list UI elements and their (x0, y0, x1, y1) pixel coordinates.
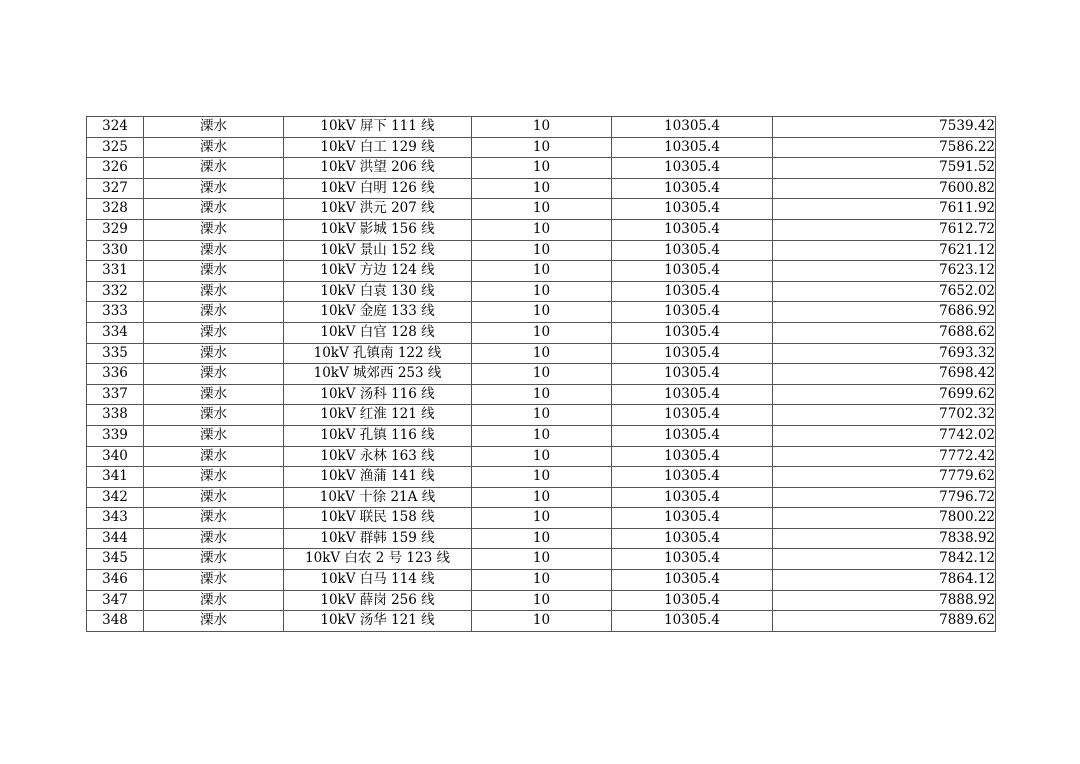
table-row (87, 302, 996, 323)
value-cell: 7600.82 (773, 178, 996, 199)
value-cell: 7621.12 (773, 240, 996, 261)
line-name-cell: 10kV 汤科 116 线 (284, 384, 472, 405)
value-cell: 7800.22 (773, 508, 996, 529)
table-row (87, 137, 996, 158)
region-cell: 溧水 (144, 240, 284, 261)
value-cell: 7699.62 (773, 384, 996, 405)
line-name-cell: 10kV 渔蒲 141 线 (284, 467, 472, 488)
region-cell: 溧水 (144, 178, 284, 199)
row-number-cell: 327 (87, 178, 144, 199)
line-name-cell: 10kV 白袁 130 线 (284, 281, 472, 302)
row-number-cell: 344 (87, 528, 144, 549)
row-number-cell: 343 (87, 508, 144, 529)
voltage-cell: 10 (472, 199, 612, 220)
row-number-cell: 341 (87, 467, 144, 488)
row-number-cell: 328 (87, 199, 144, 220)
row-number-cell: 331 (87, 261, 144, 282)
region-cell: 溧水 (144, 467, 284, 488)
table-row (87, 549, 996, 570)
capacity-cell: 10305.4 (612, 549, 773, 570)
row-number-cell: 334 (87, 322, 144, 343)
table-row (87, 343, 996, 364)
value-cell: 7698.42 (773, 364, 996, 385)
table-row (87, 158, 996, 179)
row-number-cell: 329 (87, 219, 144, 240)
table-row (87, 384, 996, 405)
region-cell: 溧水 (144, 487, 284, 508)
value-cell: 7842.12 (773, 549, 996, 570)
region-cell: 溧水 (144, 425, 284, 446)
value-cell: 7591.52 (773, 158, 996, 179)
region-cell: 溧水 (144, 158, 284, 179)
table-row (87, 467, 996, 488)
voltage-cell: 10 (472, 384, 612, 405)
table-row (87, 322, 996, 343)
value-cell: 7539.42 (773, 117, 996, 138)
row-number-cell: 335 (87, 343, 144, 364)
capacity-cell: 10305.4 (612, 508, 773, 529)
region-cell: 溧水 (144, 570, 284, 591)
row-number-cell: 345 (87, 549, 144, 570)
row-number-cell: 332 (87, 281, 144, 302)
value-cell: 7702.32 (773, 405, 996, 426)
table-row (87, 487, 996, 508)
line-name-cell: 10kV 白马 114 线 (284, 570, 472, 591)
region-cell: 溧水 (144, 322, 284, 343)
value-cell: 7864.12 (773, 570, 996, 591)
voltage-cell: 10 (472, 137, 612, 158)
table-row (87, 117, 996, 138)
region-cell: 溧水 (144, 281, 284, 302)
table-row (87, 240, 996, 261)
capacity-cell: 10305.4 (612, 384, 773, 405)
value-cell: 7779.62 (773, 467, 996, 488)
table-row (87, 590, 996, 611)
value-cell: 7611.92 (773, 199, 996, 220)
voltage-cell: 10 (472, 425, 612, 446)
line-name-cell: 10kV 金庭 133 线 (284, 302, 472, 323)
region-cell: 溧水 (144, 199, 284, 220)
voltage-cell: 10 (472, 570, 612, 591)
line-name-cell: 10kV 白明 126 线 (284, 178, 472, 199)
voltage-cell: 10 (472, 467, 612, 488)
row-number-cell: 337 (87, 384, 144, 405)
line-name-cell: 10kV 屏下 111 线 (284, 117, 472, 138)
line-name-cell: 10kV 洪望 206 线 (284, 158, 472, 179)
value-cell: 7772.42 (773, 446, 996, 467)
line-name-cell: 10kV 永林 163 线 (284, 446, 472, 467)
voltage-cell: 10 (472, 117, 612, 138)
value-cell: 7742.02 (773, 425, 996, 446)
region-cell: 溧水 (144, 446, 284, 467)
value-cell: 7688.62 (773, 322, 996, 343)
value-cell: 7652.02 (773, 281, 996, 302)
row-number-cell: 325 (87, 137, 144, 158)
line-name-cell: 10kV 景山 152 线 (284, 240, 472, 261)
voltage-cell: 10 (472, 611, 612, 632)
line-name-cell: 10kV 薛岗 256 线 (284, 590, 472, 611)
voltage-cell: 10 (472, 178, 612, 199)
capacity-cell: 10305.4 (612, 302, 773, 323)
voltage-cell: 10 (472, 364, 612, 385)
value-cell: 7888.92 (773, 590, 996, 611)
table-row (87, 528, 996, 549)
value-cell: 7889.62 (773, 611, 996, 632)
line-name-cell: 10kV 白官 128 线 (284, 322, 472, 343)
line-name-cell: 10kV 白工 129 线 (284, 137, 472, 158)
capacity-cell: 10305.4 (612, 137, 773, 158)
line-name-cell: 10kV 群韩 159 线 (284, 528, 472, 549)
row-number-cell: 346 (87, 570, 144, 591)
capacity-cell: 10305.4 (612, 405, 773, 426)
row-number-cell: 336 (87, 364, 144, 385)
capacity-cell: 10305.4 (612, 261, 773, 282)
line-name-cell: 10kV 红淮 121 线 (284, 405, 472, 426)
capacity-cell: 10305.4 (612, 219, 773, 240)
table-row (87, 261, 996, 282)
capacity-cell: 10305.4 (612, 343, 773, 364)
voltage-cell: 10 (472, 590, 612, 611)
capacity-cell: 10305.4 (612, 199, 773, 220)
capacity-cell: 10305.4 (612, 570, 773, 591)
region-cell: 溧水 (144, 219, 284, 240)
row-number-cell: 348 (87, 611, 144, 632)
voltage-cell: 10 (472, 302, 612, 323)
capacity-cell: 10305.4 (612, 322, 773, 343)
value-cell: 7693.32 (773, 343, 996, 364)
line-capacity-table (86, 116, 996, 632)
voltage-cell: 10 (472, 405, 612, 426)
line-name-cell: 10kV 方边 124 线 (284, 261, 472, 282)
region-cell: 溧水 (144, 384, 284, 405)
voltage-cell: 10 (472, 281, 612, 302)
capacity-cell: 10305.4 (612, 240, 773, 261)
capacity-cell: 10305.4 (612, 158, 773, 179)
capacity-cell: 10305.4 (612, 467, 773, 488)
region-cell: 溧水 (144, 508, 284, 529)
voltage-cell: 10 (472, 446, 612, 467)
line-name-cell: 10kV 白农 2 号 123 线 (284, 549, 472, 570)
line-name-cell: 10kV 十徐 21A 线 (284, 487, 472, 508)
capacity-cell: 10305.4 (612, 364, 773, 385)
region-cell: 溧水 (144, 302, 284, 323)
capacity-cell: 10305.4 (612, 528, 773, 549)
voltage-cell: 10 (472, 528, 612, 549)
row-number-cell: 338 (87, 405, 144, 426)
row-number-cell: 330 (87, 240, 144, 261)
table-row (87, 446, 996, 467)
table-row (87, 281, 996, 302)
line-name-cell: 10kV 城郊西 253 线 (284, 364, 472, 385)
line-name-cell: 10kV 联民 158 线 (284, 508, 472, 529)
capacity-cell: 10305.4 (612, 611, 773, 632)
value-cell: 7838.92 (773, 528, 996, 549)
line-name-cell: 10kV 孔镇南 122 线 (284, 343, 472, 364)
voltage-cell: 10 (472, 322, 612, 343)
region-cell: 溧水 (144, 590, 284, 611)
region-cell: 溧水 (144, 611, 284, 632)
voltage-cell: 10 (472, 487, 612, 508)
row-number-cell: 342 (87, 487, 144, 508)
table-row (87, 405, 996, 426)
table-row (87, 364, 996, 385)
capacity-cell: 10305.4 (612, 117, 773, 138)
capacity-cell: 10305.4 (612, 590, 773, 611)
capacity-cell: 10305.4 (612, 178, 773, 199)
row-number-cell: 339 (87, 425, 144, 446)
region-cell: 溧水 (144, 364, 284, 385)
value-cell: 7586.22 (773, 137, 996, 158)
region-cell: 溧水 (144, 137, 284, 158)
line-name-cell: 10kV 孔镇 116 线 (284, 425, 472, 446)
voltage-cell: 10 (472, 549, 612, 570)
value-cell: 7796.72 (773, 487, 996, 508)
capacity-cell: 10305.4 (612, 446, 773, 467)
value-cell: 7686.92 (773, 302, 996, 323)
voltage-cell: 10 (472, 343, 612, 364)
region-cell: 溧水 (144, 343, 284, 364)
table-row (87, 425, 996, 446)
line-name-cell: 10kV 汤华 121 线 (284, 611, 472, 632)
voltage-cell: 10 (472, 508, 612, 529)
voltage-cell: 10 (472, 219, 612, 240)
row-number-cell: 324 (87, 117, 144, 138)
table-row (87, 508, 996, 529)
table-row (87, 611, 996, 632)
line-name-cell: 10kV 影城 156 线 (284, 219, 472, 240)
table-row (87, 199, 996, 220)
table-row (87, 219, 996, 240)
value-cell: 7612.72 (773, 219, 996, 240)
voltage-cell: 10 (472, 261, 612, 282)
table-row (87, 570, 996, 591)
region-cell: 溧水 (144, 405, 284, 426)
table-row (87, 178, 996, 199)
row-number-cell: 326 (87, 158, 144, 179)
capacity-cell: 10305.4 (612, 487, 773, 508)
region-cell: 溧水 (144, 528, 284, 549)
region-cell: 溧水 (144, 261, 284, 282)
table-body (87, 117, 996, 632)
row-number-cell: 340 (87, 446, 144, 467)
line-name-cell: 10kV 洪元 207 线 (284, 199, 472, 220)
row-number-cell: 333 (87, 302, 144, 323)
capacity-cell: 10305.4 (612, 425, 773, 446)
voltage-cell: 10 (472, 158, 612, 179)
row-number-cell: 347 (87, 590, 144, 611)
voltage-cell: 10 (472, 240, 612, 261)
region-cell: 溧水 (144, 117, 284, 138)
value-cell: 7623.12 (773, 261, 996, 282)
capacity-cell: 10305.4 (612, 281, 773, 302)
region-cell: 溧水 (144, 549, 284, 570)
